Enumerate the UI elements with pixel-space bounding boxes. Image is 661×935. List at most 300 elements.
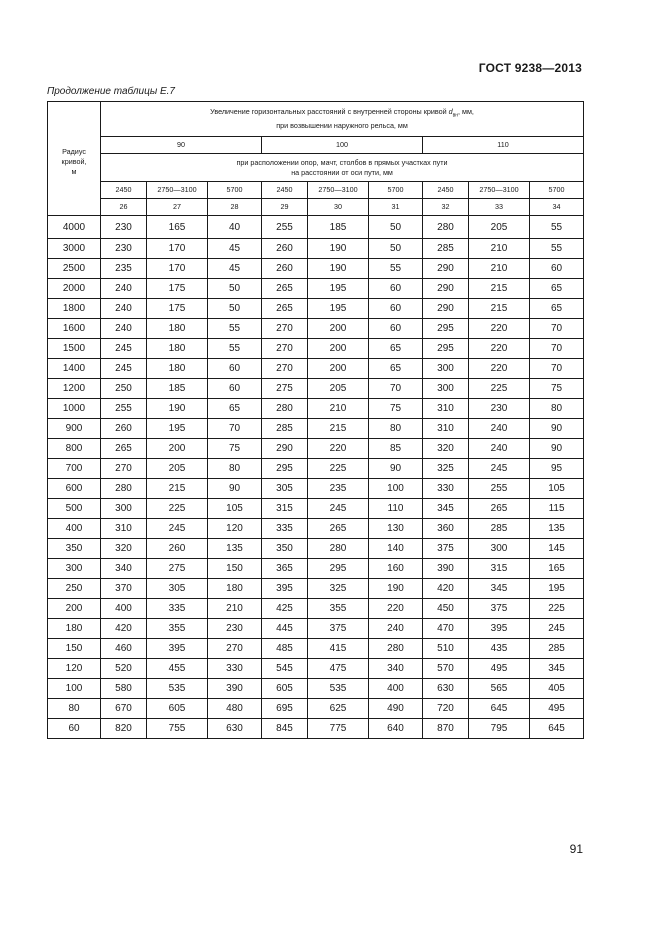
value-cell: 295	[423, 319, 469, 339]
value-cell: 65	[369, 359, 423, 379]
value-cell: 210	[469, 239, 530, 259]
column-number: 30	[308, 199, 369, 216]
value-cell: 50	[208, 279, 262, 299]
data-table	[47, 101, 584, 739]
column-number: 31	[369, 199, 423, 216]
value-cell: 195	[147, 419, 208, 439]
value-cell: 180	[208, 579, 262, 599]
table-row	[48, 659, 584, 679]
table-row	[48, 439, 584, 459]
value-cell: 55	[208, 339, 262, 359]
table-row	[48, 699, 584, 719]
distance-header: 5700	[369, 182, 423, 199]
value-cell: 265	[262, 279, 308, 299]
value-cell: 270	[262, 339, 308, 359]
value-cell: 220	[469, 359, 530, 379]
radius-cell: 1200	[48, 379, 101, 399]
value-cell: 270	[262, 319, 308, 339]
column-number: 26	[101, 199, 147, 216]
value-cell: 105	[530, 479, 584, 499]
value-cell: 280	[369, 639, 423, 659]
value-cell: 265	[262, 299, 308, 319]
value-cell: 240	[101, 299, 147, 319]
value-cell: 90	[208, 479, 262, 499]
value-cell: 280	[262, 399, 308, 419]
value-cell: 170	[147, 259, 208, 279]
value-cell: 220	[369, 599, 423, 619]
value-cell: 55	[369, 259, 423, 279]
value-cell: 180	[147, 319, 208, 339]
value-cell: 240	[469, 439, 530, 459]
value-cell: 630	[423, 679, 469, 699]
value-cell: 70	[369, 379, 423, 399]
value-cell: 400	[369, 679, 423, 699]
value-cell: 50	[369, 239, 423, 259]
value-cell: 400	[101, 599, 147, 619]
value-cell: 270	[101, 459, 147, 479]
value-cell: 295	[423, 339, 469, 359]
value-cell: 170	[147, 239, 208, 259]
value-cell: 240	[101, 279, 147, 299]
value-cell: 695	[262, 699, 308, 719]
value-cell: 190	[369, 579, 423, 599]
radius-header-line: Радиус	[62, 147, 86, 156]
table-row	[48, 619, 584, 639]
table-row	[48, 719, 584, 739]
value-cell: 300	[423, 359, 469, 379]
value-cell: 290	[423, 299, 469, 319]
value-cell: 325	[423, 459, 469, 479]
distance-header: 2450	[101, 182, 147, 199]
table-row	[48, 459, 584, 479]
value-cell: 270	[262, 359, 308, 379]
value-cell: 195	[530, 579, 584, 599]
radius-header-line: кривой,	[61, 157, 87, 166]
value-cell: 280	[308, 539, 369, 559]
value-cell: 50	[208, 299, 262, 319]
value-cell: 65	[369, 339, 423, 359]
value-cell: 235	[308, 479, 369, 499]
value-cell: 65	[530, 299, 584, 319]
table-row	[48, 279, 584, 299]
value-cell: 425	[262, 599, 308, 619]
value-cell: 270	[208, 639, 262, 659]
table-row	[48, 359, 584, 379]
table-body	[48, 216, 584, 739]
value-cell: 580	[101, 679, 147, 699]
table-row	[48, 319, 584, 339]
value-cell: 230	[469, 399, 530, 419]
table-row	[48, 339, 584, 359]
value-cell: 185	[308, 216, 369, 239]
value-cell: 350	[262, 539, 308, 559]
value-cell: 220	[308, 439, 369, 459]
value-cell: 510	[423, 639, 469, 659]
position-header-line1: при расположении опор, мачт, столбов в прямых участках пути	[236, 157, 448, 167]
value-cell: 535	[147, 679, 208, 699]
value-cell: 230	[101, 239, 147, 259]
value-cell: 120	[208, 519, 262, 539]
value-cell: 310	[423, 419, 469, 439]
value-cell: 570	[423, 659, 469, 679]
value-cell: 115	[530, 499, 584, 519]
value-cell: 240	[469, 419, 530, 439]
value-cell: 300	[101, 499, 147, 519]
value-cell: 140	[369, 539, 423, 559]
value-cell: 225	[147, 499, 208, 519]
value-cell: 285	[469, 519, 530, 539]
value-cell: 300	[469, 539, 530, 559]
value-cell: 495	[469, 659, 530, 679]
value-cell: 240	[369, 619, 423, 639]
value-cell: 260	[262, 239, 308, 259]
value-cell: 420	[423, 579, 469, 599]
radius-cell: 200	[48, 599, 101, 619]
radius-cell: 2000	[48, 279, 101, 299]
value-cell: 415	[308, 639, 369, 659]
value-cell: 395	[147, 639, 208, 659]
value-cell: 195	[308, 299, 369, 319]
radius-cell: 80	[48, 699, 101, 719]
value-cell: 70	[208, 419, 262, 439]
value-cell: 220	[469, 319, 530, 339]
value-cell: 165	[530, 559, 584, 579]
distance-header: 2750—3100	[308, 182, 369, 199]
value-cell: 450	[423, 599, 469, 619]
value-cell: 55	[530, 216, 584, 239]
table-row	[48, 479, 584, 499]
document-code: ГОСТ 9238—2013	[478, 61, 582, 75]
table-row	[48, 499, 584, 519]
table-caption: Продолжение таблицы Е.7	[47, 86, 175, 97]
value-cell: 75	[208, 439, 262, 459]
value-cell: 645	[469, 699, 530, 719]
value-cell: 55	[530, 239, 584, 259]
radius-cell: 700	[48, 459, 101, 479]
value-cell: 90	[369, 459, 423, 479]
radius-cell: 500	[48, 499, 101, 519]
radius-header-line: м	[71, 167, 77, 176]
value-cell: 290	[262, 439, 308, 459]
table-row	[48, 539, 584, 559]
increase-header	[101, 102, 584, 137]
column-number: 33	[469, 199, 530, 216]
value-cell: 340	[101, 559, 147, 579]
position-header	[101, 154, 584, 182]
value-cell: 160	[369, 559, 423, 579]
distance-header: 2450	[262, 182, 308, 199]
value-cell: 640	[369, 719, 423, 739]
value-cell: 245	[469, 459, 530, 479]
value-cell: 50	[369, 216, 423, 239]
value-cell: 230	[101, 216, 147, 239]
elevation-header: 100	[262, 137, 423, 154]
value-cell: 305	[262, 479, 308, 499]
value-cell: 180	[147, 339, 208, 359]
value-cell: 190	[308, 239, 369, 259]
value-cell: 40	[208, 216, 262, 239]
radius-cell: 1500	[48, 339, 101, 359]
value-cell: 845	[262, 719, 308, 739]
value-cell: 45	[208, 239, 262, 259]
value-cell: 215	[469, 299, 530, 319]
value-cell: 80	[530, 399, 584, 419]
value-cell: 95	[530, 459, 584, 479]
value-cell: 435	[469, 639, 530, 659]
value-cell: 240	[101, 319, 147, 339]
value-cell: 305	[147, 579, 208, 599]
value-cell: 245	[101, 339, 147, 359]
table-row	[48, 239, 584, 259]
value-cell: 210	[208, 599, 262, 619]
value-cell: 375	[423, 539, 469, 559]
value-cell: 255	[101, 399, 147, 419]
value-cell: 215	[147, 479, 208, 499]
distance-header: 5700	[530, 182, 584, 199]
radius-cell: 1800	[48, 299, 101, 319]
distance-header: 2450	[423, 182, 469, 199]
table-row	[48, 419, 584, 439]
radius-cell: 400	[48, 519, 101, 539]
radius-cell: 120	[48, 659, 101, 679]
value-cell: 70	[530, 359, 584, 379]
table-row	[48, 259, 584, 279]
value-cell: 215	[469, 279, 530, 299]
value-cell: 205	[308, 379, 369, 399]
value-cell: 315	[262, 499, 308, 519]
value-cell: 315	[469, 559, 530, 579]
elevation-header: 90	[101, 137, 262, 154]
value-cell: 325	[308, 579, 369, 599]
value-cell: 200	[147, 439, 208, 459]
value-cell: 80	[369, 419, 423, 439]
value-cell: 870	[423, 719, 469, 739]
value-cell: 545	[262, 659, 308, 679]
value-cell: 200	[308, 359, 369, 379]
value-cell: 365	[262, 559, 308, 579]
table-row	[48, 599, 584, 619]
value-cell: 70	[530, 319, 584, 339]
value-cell: 215	[308, 419, 369, 439]
radius-cell: 350	[48, 539, 101, 559]
value-cell: 355	[308, 599, 369, 619]
value-cell: 335	[262, 519, 308, 539]
table-row	[48, 216, 584, 239]
value-cell: 280	[101, 479, 147, 499]
radius-cell: 1400	[48, 359, 101, 379]
value-cell: 185	[147, 379, 208, 399]
value-cell: 45	[208, 259, 262, 279]
radius-cell: 3000	[48, 239, 101, 259]
radius-cell: 600	[48, 479, 101, 499]
value-cell: 265	[308, 519, 369, 539]
value-cell: 195	[308, 279, 369, 299]
value-cell: 310	[423, 399, 469, 419]
radius-cell: 180	[48, 619, 101, 639]
value-cell: 285	[262, 419, 308, 439]
distance-header: 2750—3100	[147, 182, 208, 199]
value-cell: 90	[530, 419, 584, 439]
value-cell: 245	[530, 619, 584, 639]
value-cell: 290	[423, 259, 469, 279]
radius-cell: 60	[48, 719, 101, 739]
value-cell: 455	[147, 659, 208, 679]
value-cell: 285	[530, 639, 584, 659]
value-cell: 320	[423, 439, 469, 459]
radius-cell: 2500	[48, 259, 101, 279]
value-cell: 55	[208, 319, 262, 339]
value-cell: 485	[262, 639, 308, 659]
value-cell: 395	[469, 619, 530, 639]
value-cell: 65	[530, 279, 584, 299]
value-cell: 245	[101, 359, 147, 379]
value-cell: 795	[469, 719, 530, 739]
column-number: 27	[147, 199, 208, 216]
value-cell: 295	[262, 459, 308, 479]
value-cell: 65	[208, 399, 262, 419]
value-cell: 330	[423, 479, 469, 499]
value-cell: 205	[147, 459, 208, 479]
distance-header: 5700	[208, 182, 262, 199]
value-cell: 105	[208, 499, 262, 519]
value-cell: 605	[262, 679, 308, 699]
value-cell: 630	[208, 719, 262, 739]
value-cell: 345	[530, 659, 584, 679]
value-cell: 420	[101, 619, 147, 639]
value-cell: 375	[308, 619, 369, 639]
value-cell: 200	[308, 319, 369, 339]
table-row	[48, 379, 584, 399]
value-cell: 255	[262, 216, 308, 239]
table-row	[48, 519, 584, 539]
value-cell: 190	[308, 259, 369, 279]
value-cell: 495	[530, 699, 584, 719]
value-cell: 290	[423, 279, 469, 299]
radius-cell: 300	[48, 559, 101, 579]
value-cell: 250	[101, 379, 147, 399]
value-cell: 720	[423, 699, 469, 719]
position-header-line2: на расстоянии от оси пути, мм	[291, 167, 393, 177]
value-cell: 330	[208, 659, 262, 679]
value-cell: 200	[308, 339, 369, 359]
radius-cell: 150	[48, 639, 101, 659]
value-cell: 235	[101, 259, 147, 279]
table-row	[48, 639, 584, 659]
value-cell: 535	[308, 679, 369, 699]
value-cell: 190	[147, 399, 208, 419]
table-row	[48, 559, 584, 579]
value-cell: 375	[469, 599, 530, 619]
value-cell: 265	[469, 499, 530, 519]
table-row	[48, 299, 584, 319]
value-cell: 470	[423, 619, 469, 639]
value-cell: 260	[147, 539, 208, 559]
value-cell: 670	[101, 699, 147, 719]
value-cell: 345	[469, 579, 530, 599]
value-cell: 180	[147, 359, 208, 379]
value-cell: 210	[469, 259, 530, 279]
value-cell: 755	[147, 719, 208, 739]
value-cell: 310	[101, 519, 147, 539]
value-cell: 230	[208, 619, 262, 639]
value-cell: 80	[208, 459, 262, 479]
value-cell: 370	[101, 579, 147, 599]
radius-cell: 100	[48, 679, 101, 699]
value-cell: 605	[147, 699, 208, 719]
value-cell: 245	[308, 499, 369, 519]
value-cell: 110	[369, 499, 423, 519]
value-cell: 205	[469, 216, 530, 239]
value-cell: 225	[469, 379, 530, 399]
radius-cell: 800	[48, 439, 101, 459]
value-cell: 775	[308, 719, 369, 739]
value-cell: 395	[262, 579, 308, 599]
value-cell: 225	[308, 459, 369, 479]
value-cell: 645	[530, 719, 584, 739]
value-cell: 565	[469, 679, 530, 699]
value-cell: 390	[208, 679, 262, 699]
value-cell: 295	[308, 559, 369, 579]
value-cell: 175	[147, 299, 208, 319]
value-cell: 405	[530, 679, 584, 699]
elevation-header: 110	[423, 137, 584, 154]
value-cell: 260	[262, 259, 308, 279]
value-cell: 70	[530, 339, 584, 359]
value-cell: 390	[423, 559, 469, 579]
value-cell: 255	[469, 479, 530, 499]
column-number: 28	[208, 199, 262, 216]
value-cell: 520	[101, 659, 147, 679]
value-cell: 150	[208, 559, 262, 579]
value-cell: 480	[208, 699, 262, 719]
radius-cell: 250	[48, 579, 101, 599]
value-cell: 90	[530, 439, 584, 459]
value-cell: 145	[530, 539, 584, 559]
value-cell: 285	[423, 239, 469, 259]
radius-cell: 1600	[48, 319, 101, 339]
value-cell: 60	[530, 259, 584, 279]
value-cell: 360	[423, 519, 469, 539]
value-cell: 490	[369, 699, 423, 719]
distance-header: 2750—3100	[469, 182, 530, 199]
value-cell: 100	[369, 479, 423, 499]
value-cell: 75	[369, 399, 423, 419]
value-cell: 175	[147, 279, 208, 299]
value-cell: 210	[308, 399, 369, 419]
column-number: 32	[423, 199, 469, 216]
column-number: 29	[262, 199, 308, 216]
radius-cell: 900	[48, 419, 101, 439]
value-cell: 320	[101, 539, 147, 559]
value-cell: 220	[469, 339, 530, 359]
column-number: 34	[530, 199, 584, 216]
value-cell: 60	[369, 319, 423, 339]
radius-cell: 4000	[48, 216, 101, 239]
value-cell: 130	[369, 519, 423, 539]
value-cell: 275	[147, 559, 208, 579]
value-cell: 625	[308, 699, 369, 719]
value-cell: 275	[262, 379, 308, 399]
value-cell: 280	[423, 216, 469, 239]
table-row	[48, 399, 584, 419]
value-cell: 135	[530, 519, 584, 539]
value-cell: 260	[101, 419, 147, 439]
table-row	[48, 679, 584, 699]
value-cell: 60	[208, 359, 262, 379]
value-cell: 225	[530, 599, 584, 619]
value-cell: 60	[369, 279, 423, 299]
value-cell: 60	[369, 299, 423, 319]
